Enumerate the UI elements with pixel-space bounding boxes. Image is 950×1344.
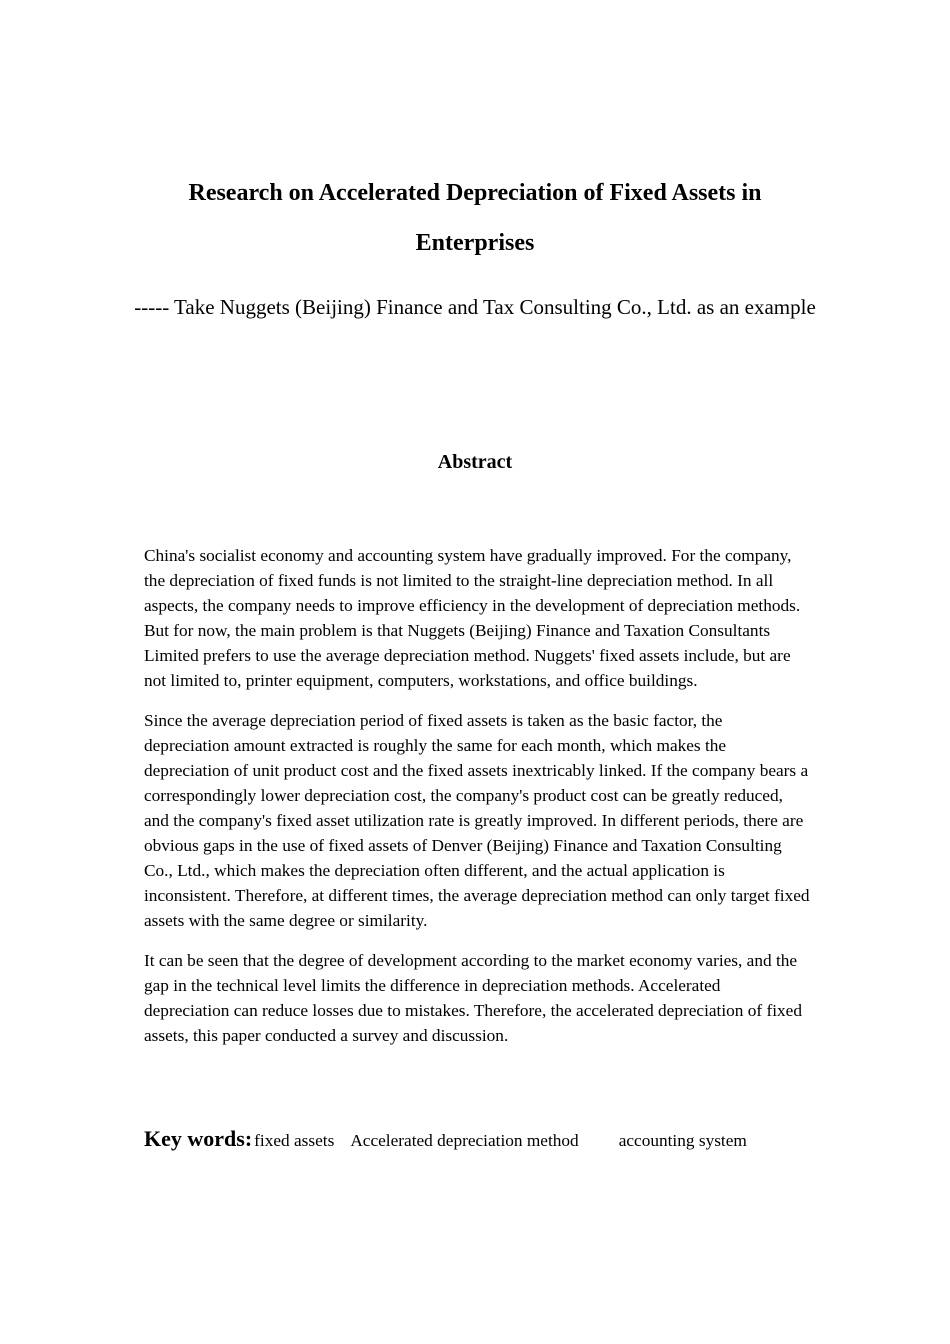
keyword-item: accounting system [618, 1131, 747, 1150]
keyword-item: Accelerated depreciation method [350, 1131, 579, 1150]
keywords-label: Key words: [144, 1126, 253, 1151]
paper-title: Research on Accelerated Depreciation of Fixed Assets in Enterprises [188, 180, 762, 256]
abstract-paragraph: China's socialist economy and accounting system have gradually improved. For the company, the depreciation of fixed funds is not limited to the straight-line depreciation method. In all aspects, the company needs to improve efficiency in the development of depreciation methods. But for now, the main problem is that Nuggets (Beijing) Finance and Taxation Consultants Limited prefers to use the average depreciation method. Nuggets' fixed assets include, but are not limited to, printer equipment, computers, workstations, and office buildings. [144, 546, 801, 690]
keywords-line [144, 1124, 810, 1156]
keyword-item: fixed assets [254, 1131, 335, 1150]
abstract-paragraph: Since the average depreciation period of fixed assets is taken as the basic factor, the depreciation amount extracted is roughly the same for each month, which makes the depreciation of unit product cost and the fixed assets inextricably linked. If the company bears a correspondingly lower depreciation cost, the company's product cost can be greatly reduced, and the company's fixed asset utilization rate is greatly improved. In different periods, there are obvious gaps in the use of fixed assets of Denver (Beijing) Finance and Taxation Consulting Co., Ltd., which makes the depreciation often different, and the actual application is inconsistent. Therefore, at different times, the average depreciation method can only target fixed assets with the same degree or similarity. [144, 711, 810, 930]
abstract-body [144, 543, 810, 1063]
paper-subtitle: ----- Take Nuggets (Beijing) Finance and Tax Consulting Co., Ltd. as an example [134, 295, 816, 319]
abstract-heading: Abstract [437, 451, 513, 473]
abstract-paragraph: It can be seen that the degree of development according to the market economy varies, and the gap in the technical level limits the difference in depreciation methods. Accelerated depreciation can reduce losses due to mistakes. Therefore, the accelerated depreciation of fixed assets, this paper conducted a survey and discussion. [144, 951, 802, 1045]
